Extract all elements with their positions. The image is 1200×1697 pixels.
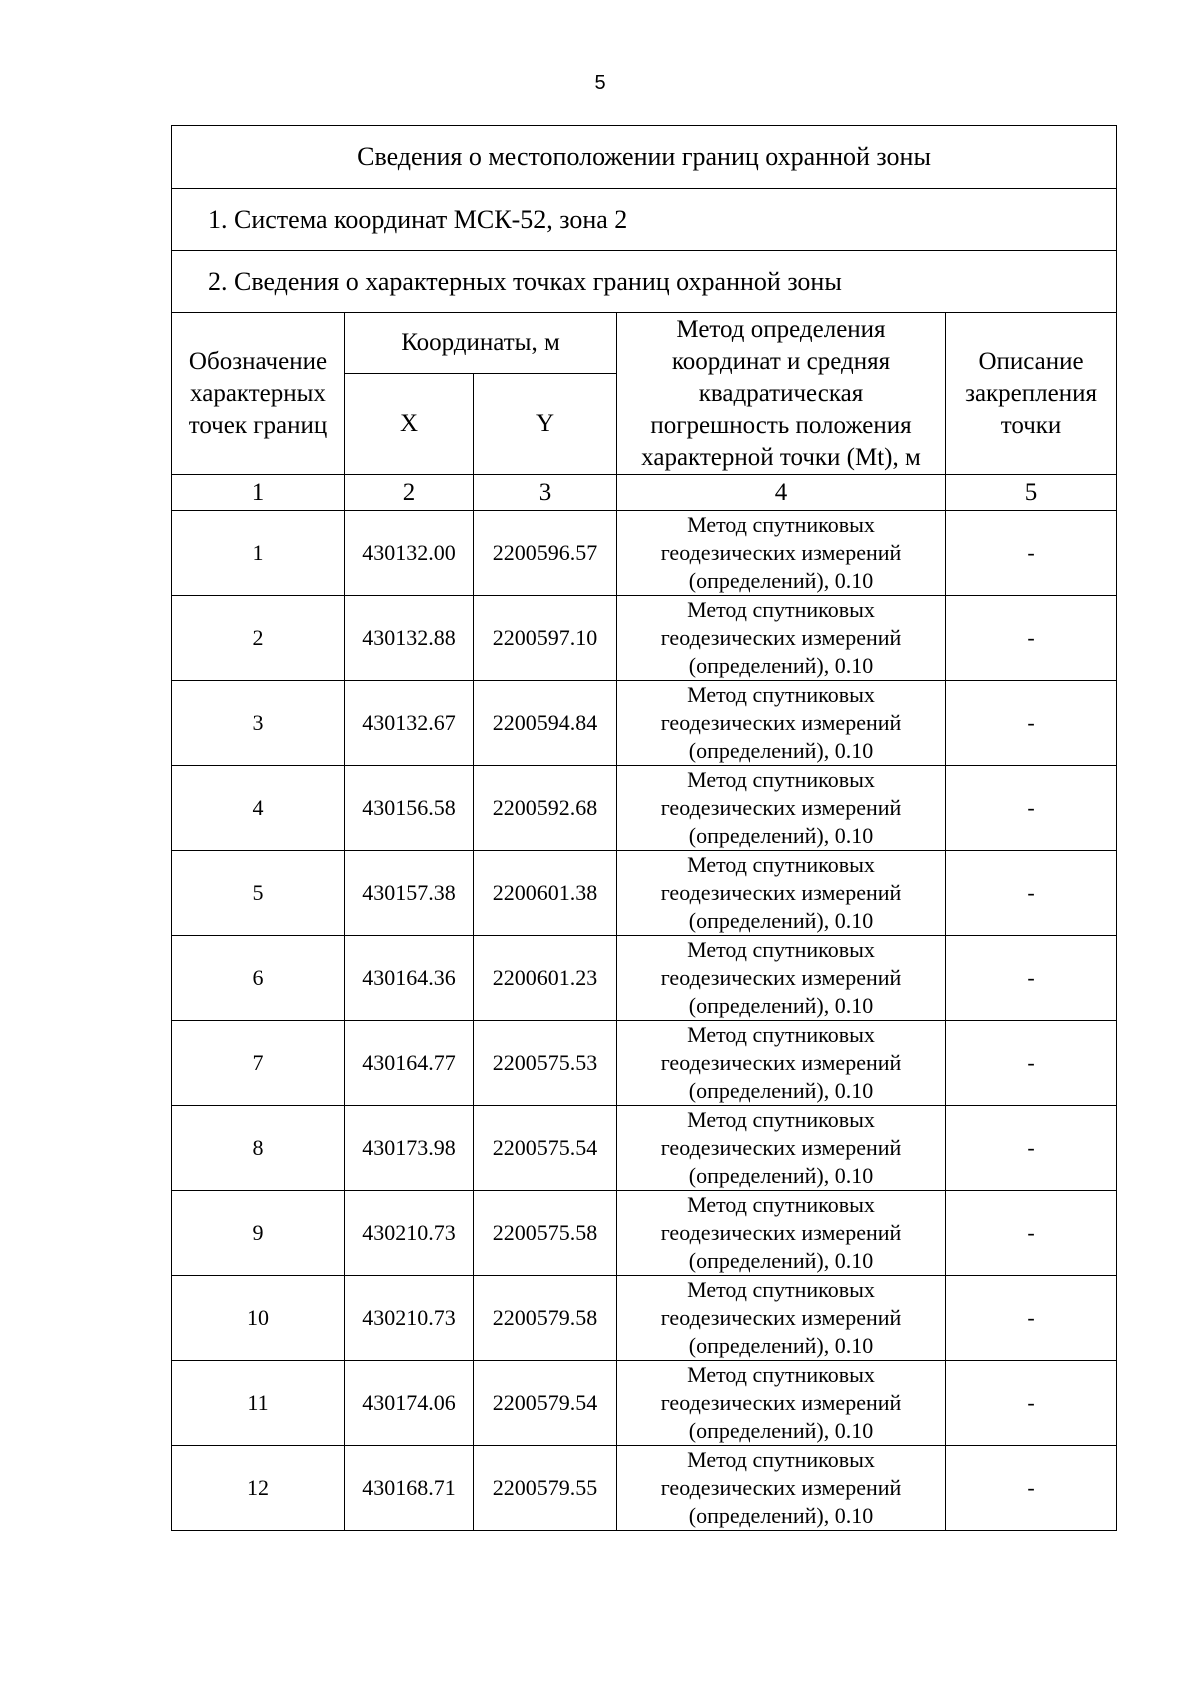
x-coordinate-cell: 430210.73 <box>345 1276 474 1361</box>
description-cell: - <box>946 1446 1117 1531</box>
header-method-line: погрешность положения <box>650 411 912 439</box>
header-point-line: характерных <box>190 379 326 407</box>
page-number: 5 <box>594 72 606 94</box>
coordinate-system-line: 1. Система координат МСК-52, зона 2 <box>172 189 1117 251</box>
table-title: Сведения о местоположении границ охранной зоны <box>172 126 1117 189</box>
x-coordinate-cell: 430164.77 <box>345 1021 474 1106</box>
header-description <box>946 313 1117 475</box>
method-line: геодезических измерений <box>660 1305 902 1330</box>
method-cell <box>617 1276 946 1361</box>
method-line: (определений), 0.10 <box>688 568 874 593</box>
method-line: геодезических измерений <box>660 540 902 565</box>
method-cell <box>617 1361 946 1446</box>
point-number-cell: 8 <box>172 1106 345 1191</box>
method-line: (определений), 0.10 <box>688 653 874 678</box>
boundary-points-table <box>171 125 1117 1531</box>
description-cell: - <box>946 936 1117 1021</box>
y-coordinate-cell: 2200601.23 <box>474 936 617 1021</box>
method-line: (определений), 0.10 <box>688 1418 874 1443</box>
y-coordinate-cell: 2200594.84 <box>474 681 617 766</box>
method-line: Метод спутниковых <box>687 1362 875 1387</box>
column-number: 5 <box>946 475 1117 511</box>
y-coordinate-cell: 2200575.53 <box>474 1021 617 1106</box>
method-line: Метод спутниковых <box>687 852 875 877</box>
point-number-cell: 10 <box>172 1276 345 1361</box>
table-row <box>172 1361 1117 1446</box>
description-cell: - <box>946 596 1117 681</box>
method-line: геодезических измерений <box>660 1390 902 1415</box>
x-coordinate-cell: 430173.98 <box>345 1106 474 1191</box>
method-cell <box>617 681 946 766</box>
x-coordinate-cell: 430174.06 <box>345 1361 474 1446</box>
method-line: Метод спутниковых <box>687 1022 875 1047</box>
point-number-cell: 2 <box>172 596 345 681</box>
header-method-line: квадратическая <box>698 379 864 407</box>
method-cell <box>617 766 946 851</box>
method-line: Метод спутниковых <box>687 1107 875 1132</box>
y-coordinate-cell: 2200575.54 <box>474 1106 617 1191</box>
method-line: геодезических измерений <box>660 965 902 990</box>
point-number-cell: 6 <box>172 936 345 1021</box>
point-number-cell: 4 <box>172 766 345 851</box>
method-line: Метод спутниковых <box>687 597 875 622</box>
description-cell: - <box>946 1361 1117 1446</box>
column-number: 2 <box>345 475 474 511</box>
description-cell: - <box>946 1276 1117 1361</box>
method-cell <box>617 1446 946 1531</box>
y-coordinate-cell: 2200597.10 <box>474 596 617 681</box>
description-cell: - <box>946 1106 1117 1191</box>
method-line: (определений), 0.10 <box>688 1078 874 1103</box>
table-row <box>172 1106 1117 1191</box>
x-coordinate-cell: 430168.71 <box>345 1446 474 1531</box>
point-number-cell: 3 <box>172 681 345 766</box>
header-description-line: закрепления <box>965 379 1097 407</box>
column-number: 4 <box>617 475 946 511</box>
method-cell <box>617 1021 946 1106</box>
method-line: Метод спутниковых <box>687 1447 875 1472</box>
method-line: геодезических измерений <box>660 625 902 650</box>
y-coordinate-cell: 2200601.38 <box>474 851 617 936</box>
point-number-cell: 7 <box>172 1021 345 1106</box>
method-cell <box>617 1191 946 1276</box>
header-x: X <box>345 374 474 475</box>
point-number-cell: 5 <box>172 851 345 936</box>
x-coordinate-cell: 430157.38 <box>345 851 474 936</box>
method-line: геодезических измерений <box>660 1220 902 1245</box>
method-line: Метод спутниковых <box>687 767 875 792</box>
method-line: геодезических измерений <box>660 710 902 735</box>
table-row <box>172 851 1117 936</box>
description-cell: - <box>946 1021 1117 1106</box>
method-line: (определений), 0.10 <box>688 1163 874 1188</box>
method-line: Метод спутниковых <box>687 1277 875 1302</box>
method-cell <box>617 936 946 1021</box>
description-cell: - <box>946 766 1117 851</box>
method-cell <box>617 596 946 681</box>
points-info-line: 2. Сведения о характерных точках границ охранной зоны <box>172 251 1117 313</box>
method-line: (определений), 0.10 <box>688 823 874 848</box>
method-line: геодезических измерений <box>660 1135 902 1160</box>
method-line: (определений), 0.10 <box>688 1333 874 1358</box>
column-number: 1 <box>172 475 345 511</box>
description-cell: - <box>946 851 1117 936</box>
method-line: (определений), 0.10 <box>688 993 874 1018</box>
table-row <box>172 936 1117 1021</box>
header-point-line: Обозначение <box>188 347 328 375</box>
method-line: геодезических измерений <box>660 880 902 905</box>
method-line: (определений), 0.10 <box>688 1248 874 1273</box>
x-coordinate-cell: 430156.58 <box>345 766 474 851</box>
header-description-line: точки <box>1000 411 1062 439</box>
y-coordinate-cell: 2200579.54 <box>474 1361 617 1446</box>
x-coordinate-cell: 430164.36 <box>345 936 474 1021</box>
method-line: геодезических измерений <box>660 1050 902 1075</box>
table-row <box>172 1276 1117 1361</box>
y-coordinate-cell: 2200579.55 <box>474 1446 617 1531</box>
method-line: (определений), 0.10 <box>688 738 874 763</box>
header-method-line: координат и средняя <box>671 347 891 375</box>
description-cell: - <box>946 511 1117 596</box>
table-row <box>172 511 1117 596</box>
header-method-line: характерной точки (Mt), м <box>641 443 921 471</box>
method-line: Метод спутниковых <box>687 512 875 537</box>
table-row <box>172 681 1117 766</box>
point-number-cell: 11 <box>172 1361 345 1446</box>
description-cell: - <box>946 681 1117 766</box>
header-description-line: Описание <box>978 347 1084 375</box>
description-cell: - <box>946 1191 1117 1276</box>
x-coordinate-cell: 430132.88 <box>345 596 474 681</box>
method-line: (определений), 0.10 <box>688 908 874 933</box>
table-row <box>172 1021 1117 1106</box>
table-row <box>172 1191 1117 1276</box>
header-point-designation <box>172 313 345 475</box>
method-line: (определений), 0.10 <box>688 1503 874 1528</box>
point-number-cell: 12 <box>172 1446 345 1531</box>
y-coordinate-cell: 2200596.57 <box>474 511 617 596</box>
column-number-row <box>172 475 1117 511</box>
point-number-cell: 9 <box>172 1191 345 1276</box>
header-point-line: точек границ <box>188 411 328 439</box>
header-method <box>617 313 946 475</box>
header-method-line: Метод определения <box>676 315 886 343</box>
method-line: Метод спутниковых <box>687 1192 875 1217</box>
x-coordinate-cell: 430210.73 <box>345 1191 474 1276</box>
header-y: Y <box>474 374 617 475</box>
method-cell <box>617 511 946 596</box>
y-coordinate-cell: 2200592.68 <box>474 766 617 851</box>
method-line: геодезических измерений <box>660 1475 902 1500</box>
point-number-cell: 1 <box>172 511 345 596</box>
table-row <box>172 1446 1117 1531</box>
method-line: Метод спутниковых <box>687 682 875 707</box>
column-number: 3 <box>474 475 617 511</box>
method-cell <box>617 851 946 936</box>
table-row <box>172 766 1117 851</box>
table-row <box>172 596 1117 681</box>
x-coordinate-cell: 430132.67 <box>345 681 474 766</box>
method-cell <box>617 1106 946 1191</box>
header-coordinates: Координаты, м <box>345 313 617 374</box>
y-coordinate-cell: 2200579.58 <box>474 1276 617 1361</box>
y-coordinate-cell: 2200575.58 <box>474 1191 617 1276</box>
method-line: Метод спутниковых <box>687 937 875 962</box>
x-coordinate-cell: 430132.00 <box>345 511 474 596</box>
method-line: геодезических измерений <box>660 795 902 820</box>
